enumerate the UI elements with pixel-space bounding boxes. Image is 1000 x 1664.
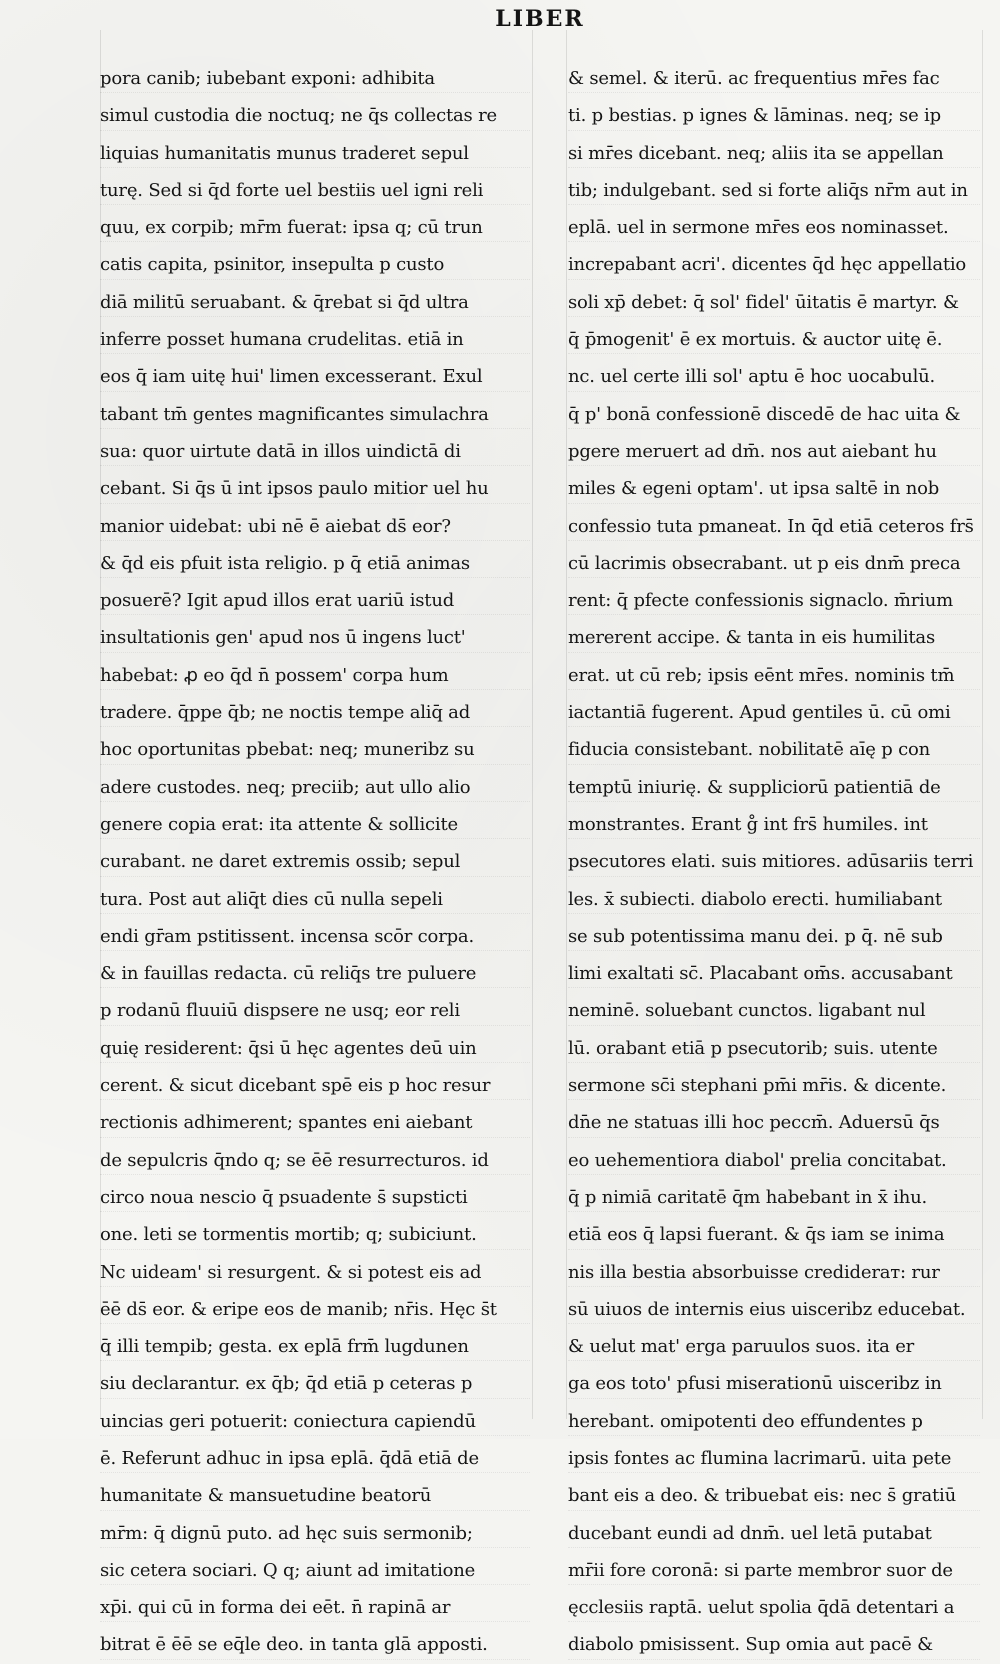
text-line: limi exaltati sc̄. Placabant om̄s. accusabant xyxy=(568,955,980,992)
text-line: bant eis a deo. & tribuebat eis: nec s̄ gratiū xyxy=(568,1477,980,1514)
text-line: confessio tuta pmaneat. In q̄d etiā ceteros frs̄ xyxy=(568,508,980,545)
text-line: pora canib; iubebant exponi: adhibita xyxy=(100,60,530,97)
text-line: rent: q̄ pfecte confessionis signaclo. m̄rium xyxy=(568,582,980,619)
text-line: temptū iniurię. & suppliciorū patientiā de xyxy=(568,769,980,806)
text-line: manior uidebat: ubi nē ē aiebat ds̄ eor? xyxy=(100,508,530,545)
text-line: & semel. & iterū. ac frequentius mr̄es fac xyxy=(568,60,980,97)
text-line: liquias humanitatis munus traderet sepul xyxy=(100,135,530,172)
text-line: dn̄e ne statuas illi hoc peccm̄. Aduersū q̄s xyxy=(568,1104,980,1141)
running-head: LIBER xyxy=(495,6,585,32)
text-line: & q̄d eis pfuit ista religio. p q̄ etiā animas xyxy=(100,545,530,582)
text-line: ducebant eundi ad dnm̄. uel letā putabat xyxy=(568,1515,980,1552)
text-line: etiā eos q̄ lapsi fuerant. & q̄s iam se inima xyxy=(568,1216,980,1253)
text-line: miles & egeni optam'. ut ipsa saltē in nob xyxy=(568,470,980,507)
text-line: erat. ut cū reb; ipsis eēnt mr̄es. nominis tm̄ xyxy=(568,657,980,694)
text-line: tib; indulgebant. sed si forte aliq̄s nr̄m aut in xyxy=(568,172,980,209)
text-column-right xyxy=(568,60,980,1664)
text-line: de sepulcris q̄ndo q; se ēē resurrecturos. id xyxy=(100,1142,530,1179)
text-line: se sub potentissima manu dei. p q̄. nē sub xyxy=(568,918,980,955)
text-line: monstrantes. Erant g̊ int frs̄ humiles. int xyxy=(568,806,980,843)
text-line: p rodanū fluuiū dispsere ne usq; eor reli xyxy=(100,992,530,1029)
text-line: q̄ illi tempib; gesta. ex eplā frm̄ lugdunen xyxy=(100,1328,530,1365)
text-line: rectionis adhimerent; spantes eni aiebant xyxy=(100,1104,530,1141)
text-line: lū. orabant etiā p psecutorib; suis. utente xyxy=(568,1030,980,1067)
text-line: sua: quor uirtute datā in illos uindictā di xyxy=(100,433,530,470)
text-line: herebant. omipotenti deo effundentes p xyxy=(568,1403,980,1440)
text-line: Nc uideam' si resurgent. & si potest eis ad xyxy=(100,1254,530,1291)
text-line: mr̄ii fore coronā: si parte membror suor de xyxy=(568,1552,980,1589)
text-line: insultationis gen' apud nos ū ingens luct' xyxy=(100,619,530,656)
text-line: humanitate & mansuetudine beatorū xyxy=(100,1477,530,1514)
text-line: circo noua nescio q̄ psuadente s̄ supsticti xyxy=(100,1179,530,1216)
text-line: increpabant acri'. dicentes q̄d hęc appellatio xyxy=(568,246,980,283)
text-line: iactantiā fugerent. Apud gentiles ū. cū omi xyxy=(568,694,980,731)
text-line: q̄ p̄mogenit' ē ex mortuis. & auctor uitę ē. xyxy=(568,321,980,358)
text-line: turę. Sed si q̄d forte uel bestiis uel igni reli xyxy=(100,172,530,209)
text-line: ga eos toto' pfusi miserationū uisceribz in xyxy=(568,1365,980,1402)
text-line: ipsis fontes ac flumina lacrimarū. uita pete xyxy=(568,1440,980,1477)
text-line: sermone sc̄i stephani pm̄i mr̄is. & dicente. xyxy=(568,1067,980,1104)
text-line: soli xp̄ debet: q̄ sol' fidel' ūitatis ē martyr. & xyxy=(568,284,980,321)
text-line: nc. uel certe illi sol' aptu ē hoc uocabulū. xyxy=(568,358,980,395)
text-line: diā militū seruabant. & q̄rebat si q̄d ultra xyxy=(100,284,530,321)
text-line: ęcclesiis raptā. uelut spolia q̄dā detentari a xyxy=(568,1589,980,1626)
text-line: siu declarantur. ex q̄b; q̄d etiā p ceteras p xyxy=(100,1365,530,1402)
ruling-line xyxy=(532,30,533,1419)
text-line: & in fauillas redacta. cū reliq̄s tre puluere xyxy=(100,955,530,992)
text-line: hoc oportunitas pbebat: neq; muneribz su xyxy=(100,731,530,768)
text-line: cebant. Si q̄s ū int ipsos paulo mitior uel hu xyxy=(100,470,530,507)
text-line: bitrat ē ēē se eq̄le deo. in tanta glā apposti. xyxy=(100,1626,530,1663)
text-line: curabant. ne daret extremis ossib; sepul xyxy=(100,843,530,880)
text-line: ti. p bestias. p ignes & lāminas. neq; se ip xyxy=(568,97,980,134)
text-line: les. x̄ subiecti. diabolo erecti. humiliabant xyxy=(568,881,980,918)
text-line: one. leti se tormentis mortib; q; subiciunt. xyxy=(100,1216,530,1253)
text-line: endi gr̄am pstitissent. incensa scōr corpa. xyxy=(100,918,530,955)
text-line: diabolo pmisissent. Sup omia aut pacē & xyxy=(568,1626,980,1663)
text-line: q̄ p' bonā confessionē discedē de hac uita & xyxy=(568,396,980,433)
text-line: psecutores elati. suis mitiores. adūsariis terri xyxy=(568,843,980,880)
text-line: quu, ex corpib; mr̄m fuerat: ipsa q; cū trun xyxy=(100,209,530,246)
text-line: tura. Post aut aliq̄t dies cū nulla sepeli xyxy=(100,881,530,918)
text-line: sū uiuos de internis eius uisceribz educebat. xyxy=(568,1291,980,1328)
text-line: eo uehementiora diabol' prelia concitabat. xyxy=(568,1142,980,1179)
ruling-line xyxy=(566,30,567,1419)
text-line: nis illa bestia absorbuisse credideraт: rur xyxy=(568,1254,980,1291)
text-line: ē. Referunt adhuc in ipsa eplā. q̄dā etiā de xyxy=(100,1440,530,1477)
text-line: tabant tm̄ gentes magnificantes simulachra xyxy=(100,396,530,433)
text-line: fiducia consistebant. nobilitatē aīę p con xyxy=(568,731,980,768)
text-line: cū lacrimis obsecrabant. ut p eis dnm̄ preca xyxy=(568,545,980,582)
text-line: si mr̄es dicebant. neq; aliis ita se appellan xyxy=(568,135,980,172)
text-line: pgere meruert ad dm̄. nos aut aiebant hu xyxy=(568,433,980,470)
text-line: sic cetera sociari. Q q; aiunt ad imitatione xyxy=(100,1552,530,1589)
text-line: uincias geri potuerit: coniectura capiendū xyxy=(100,1403,530,1440)
text-line: neminē. soluebant cunctos. ligabant nul xyxy=(568,992,980,1029)
text-line: & uelut mat' erga paruulos suos. ita er xyxy=(568,1328,980,1365)
text-line: eos q̄ iam uitę hui' limen excesserant. Exul xyxy=(100,358,530,395)
text-line: eplā. uel in sermone mr̄es eos nominasset. xyxy=(568,209,980,246)
text-line: q̄ p nimiā caritatē q̄m habebant in x̄ ihu. xyxy=(568,1179,980,1216)
text-line: genere copia erat: ita attente & sollicite xyxy=(100,806,530,843)
text-line: mr̄m: q̄ dignū puto. ad hęc suis sermonib; xyxy=(100,1515,530,1552)
text-line: catis capita, psinitor, insepulta p custo xyxy=(100,246,530,283)
text-line: tradere. q̄ppe q̄b; ne noctis tempe aliq̄ ad xyxy=(100,694,530,731)
text-line: ēē ds̄ eor. & eripe eos de manib; nr̄is. Hęc s̄t xyxy=(100,1291,530,1328)
text-line: habebat: ꝓ eo q̄d n̄ possem' corpa hum xyxy=(100,657,530,694)
text-line: cerent. & sicut dicebant spē eis p hoc resur xyxy=(100,1067,530,1104)
text-line: inferre posset humana crudelitas. etiā in xyxy=(100,321,530,358)
text-line: posuerē? Igit apud illos erat uariū istud xyxy=(100,582,530,619)
text-line: simul custodia die noctuq; ne q̄s collectas re xyxy=(100,97,530,134)
text-line: xp̄i. qui cū in forma dei eēt. n̄ rapinā ar xyxy=(100,1589,530,1626)
text-line: mererent accipe. & tanta in eis humilitas xyxy=(568,619,980,656)
ruling-line xyxy=(982,30,983,1419)
text-line: quię residerent: q̄si ū hęc agentes deū uin xyxy=(100,1030,530,1067)
text-column-left xyxy=(100,60,530,1664)
text-line: adere custodes. neq; preciib; aut ullo alio xyxy=(100,769,530,806)
